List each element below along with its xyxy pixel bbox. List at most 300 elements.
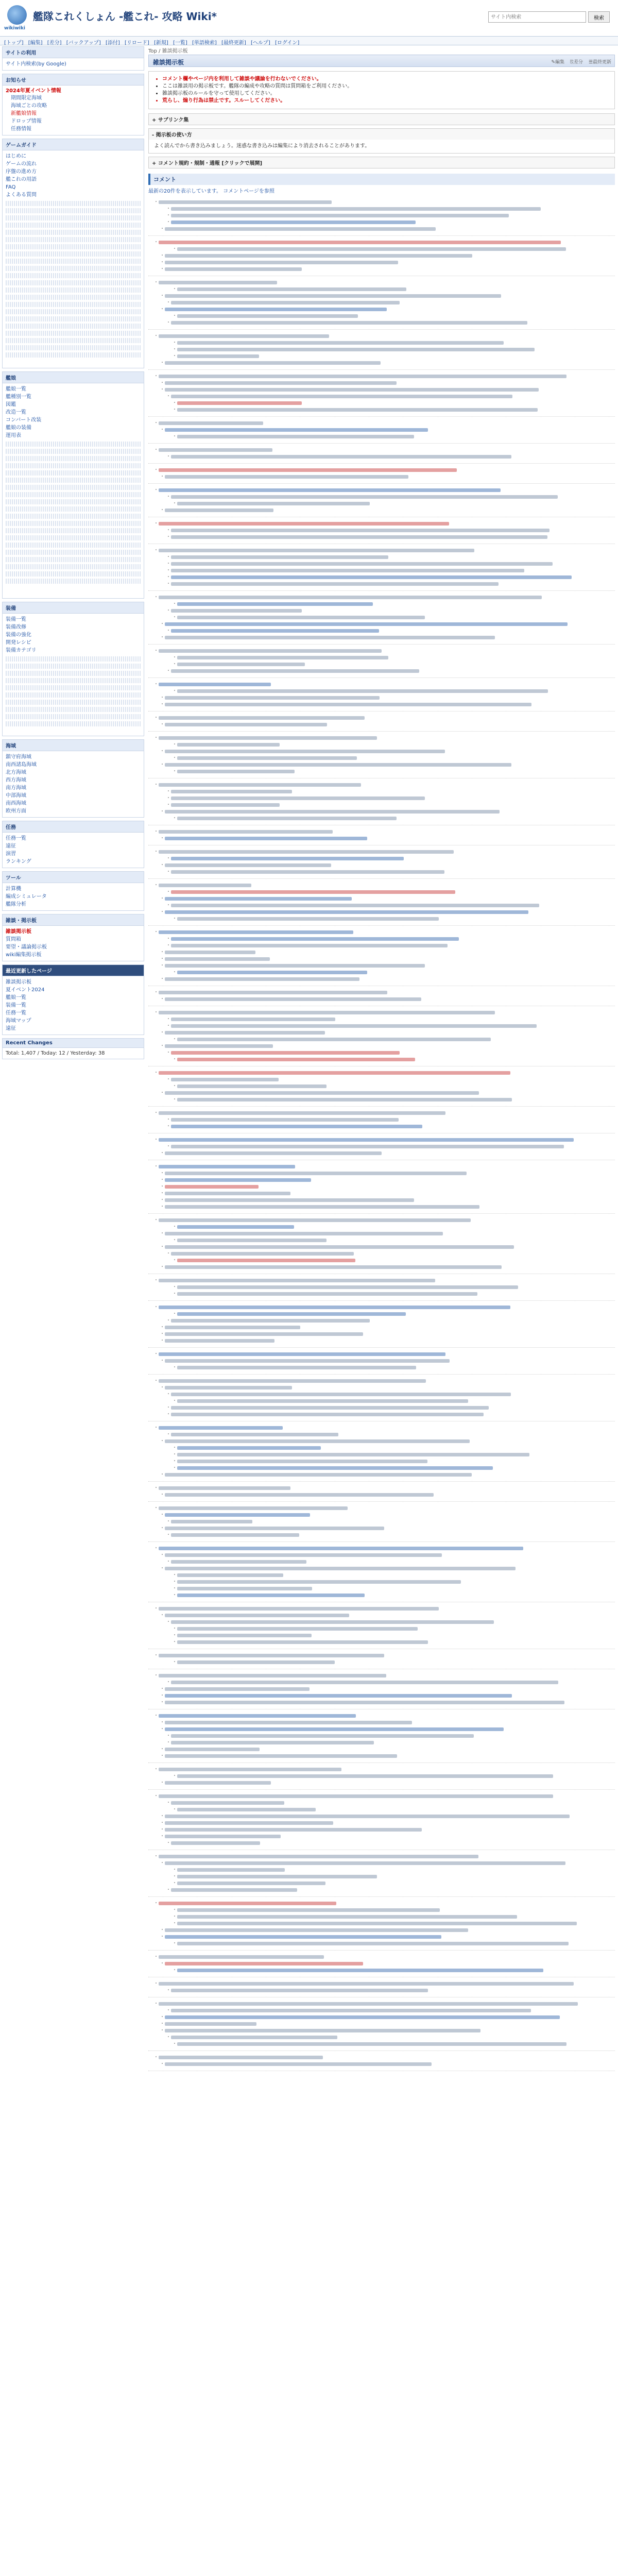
- comment-text-placeholder: [165, 1754, 397, 1758]
- sidebar-item[interactable]: 雑談掲示板: [6, 979, 31, 985]
- sidebar-item[interactable]: 南西海域: [6, 801, 26, 806]
- thread-divider: [148, 1541, 615, 1542]
- comment-text-placeholder: [159, 1607, 439, 1611]
- comment-line: [148, 467, 615, 473]
- comment-text-placeholder: [159, 1902, 336, 1905]
- sidebar-item[interactable]: 新艦娘情報: [11, 111, 37, 116]
- sidebar-item[interactable]: 開発レシピ: [6, 640, 31, 646]
- comment-text-placeholder: [171, 207, 541, 211]
- sidebar-item[interactable]: 艦種別一覧: [6, 394, 31, 400]
- comment-line: [148, 1425, 615, 1431]
- comment-thread: [148, 1954, 615, 1974]
- comment-line: [148, 1800, 615, 1806]
- comment-text-placeholder: [165, 388, 539, 392]
- comment-line: [148, 1679, 615, 1686]
- sidebar-item[interactable]: はじめに: [6, 154, 26, 159]
- comment-text-placeholder: [159, 281, 277, 284]
- sidebar-item[interactable]: 任務一覧: [6, 836, 26, 841]
- comment-text-placeholder: [171, 1319, 370, 1323]
- comment-line: [148, 1351, 615, 1358]
- comment-text-placeholder: [159, 716, 365, 720]
- sidebar-section-boards: [2, 914, 144, 961]
- comment-line: [148, 1565, 615, 1572]
- sidebar-item[interactable]: サイト内検索(by Google): [6, 61, 66, 67]
- comment-line: [148, 333, 615, 340]
- comment-text-placeholder: [171, 301, 400, 304]
- comment-text-placeholder: [165, 1928, 468, 1932]
- comment-line: [148, 1780, 615, 1786]
- comment-line: [148, 1913, 615, 1920]
- thread-divider: [148, 925, 615, 926]
- comment-line: [148, 1773, 615, 1780]
- comment-line: [148, 1766, 615, 1773]
- fold-heading[interactable]: - 掲示板の使い方: [149, 129, 614, 140]
- comment-line: [148, 768, 615, 775]
- comment-line: [148, 654, 615, 661]
- comment-line: [148, 1739, 615, 1746]
- comment-text-placeholder: [165, 227, 436, 231]
- fold-sublinks[interactable]: [148, 113, 615, 125]
- sidebar-section-maps: [2, 739, 144, 818]
- nav-top[interactable]: [トップ]: [4, 40, 24, 45]
- sidebar-item[interactable]: ゲームの流れ: [6, 161, 37, 167]
- comment-line: [148, 1304, 615, 1311]
- comment-line: [148, 1451, 615, 1458]
- comment-text-placeholder: [171, 870, 444, 874]
- diff-link[interactable]: ⎘差分: [570, 60, 583, 65]
- sidebar-section-tools: [2, 871, 144, 911]
- comment-line: [148, 1639, 615, 1646]
- comment-text-placeholder: [177, 602, 373, 606]
- fold-heading[interactable]: + サブリンク集: [149, 114, 614, 125]
- comment-line: [148, 755, 615, 761]
- sidebar-item[interactable]: 任務情報: [11, 126, 31, 132]
- thread-divider: [148, 1374, 615, 1375]
- comment-line: [148, 581, 615, 587]
- comment-thread: [148, 1217, 615, 1270]
- sidebar-item[interactable]: wiki編集掲示板: [6, 952, 42, 958]
- comment-text-placeholder: [171, 395, 512, 398]
- comment-text-placeholder: [165, 1326, 300, 1329]
- comment-line: [148, 226, 615, 232]
- comment-text-placeholder: [177, 287, 406, 291]
- comment-line: [148, 527, 615, 534]
- comment-line: [148, 688, 615, 694]
- comment-text-placeholder: [171, 1533, 299, 1537]
- sidebar-item[interactable]: 運用表: [6, 433, 21, 438]
- comment-line: [148, 1492, 615, 1498]
- comment-text-placeholder: [165, 1332, 363, 1336]
- sidebar-item[interactable]: 鎮守府海域: [6, 754, 31, 760]
- sidebar-heading: 装備: [3, 602, 144, 614]
- sidebar-heading: 艦娘: [3, 372, 144, 383]
- comment-text-placeholder: [177, 1312, 406, 1316]
- comment-line: [148, 849, 615, 855]
- comment-line: [148, 447, 615, 453]
- thread-divider: [148, 2050, 615, 2051]
- comment-text-placeholder: [177, 1225, 294, 1229]
- comment-text-placeholder: [165, 294, 501, 298]
- nav-list[interactable]: [一覧]: [173, 40, 187, 45]
- comment-text-placeholder: [159, 522, 449, 526]
- fold-rules[interactable]: [148, 157, 615, 168]
- nav-edit[interactable]: [編集]: [28, 40, 43, 45]
- comment-line: [148, 1907, 615, 1913]
- page-title: 雑談掲示板: [153, 59, 184, 66]
- comment-text-placeholder: [165, 267, 302, 271]
- comment-text-placeholder: [165, 1935, 441, 1939]
- sidebar-item[interactable]: 遠征: [6, 1026, 16, 1031]
- comment-line: [148, 1056, 615, 1063]
- recent-link[interactable]: ☰最終更新: [588, 60, 611, 65]
- comment-thread: [148, 199, 615, 232]
- comment-text-placeholder: [177, 348, 535, 351]
- comment-text-placeholder: [171, 455, 511, 459]
- comment-line: [148, 1505, 615, 1512]
- comment-line: [148, 634, 615, 641]
- comment-text-placeholder: [177, 1922, 577, 1925]
- comment-line: [148, 1900, 615, 1907]
- comment-line: [148, 1364, 615, 1371]
- comment-text-placeholder: [177, 1573, 283, 1577]
- comment-line: [148, 1190, 615, 1197]
- sidebar-item[interactable]: ランキング: [6, 859, 31, 865]
- comment-line: [148, 815, 615, 822]
- comment-text-placeholder: [165, 1339, 274, 1343]
- site-title[interactable]: 艦隊これくしょん -艦これ- 攻略 Wiki*: [33, 10, 217, 23]
- comment-text-placeholder: [159, 783, 361, 787]
- sidebar-item[interactable]: 改造一覧: [6, 410, 26, 415]
- comment-text-placeholder: [165, 2015, 560, 2019]
- nav-search[interactable]: [単語検索]: [192, 40, 217, 45]
- comment-text-placeholder: [159, 2056, 323, 2059]
- nav-login[interactable]: [ログイン]: [275, 40, 300, 45]
- sidebar-item[interactable]: 艦娘の装備: [6, 425, 31, 431]
- sidebar-item[interactable]: 南西諸島海域: [6, 762, 37, 768]
- comment-line: [148, 936, 615, 942]
- comment-text-placeholder: [165, 897, 352, 901]
- comment-line: [148, 1485, 615, 1492]
- sidebar-item[interactable]: 編成シミュレータ: [6, 894, 47, 900]
- comment-text-placeholder: [177, 1969, 543, 1972]
- comment-text-placeholder: [159, 850, 454, 854]
- nav-reload[interactable]: [リロード]: [125, 40, 149, 45]
- comment-line: [148, 1049, 615, 1056]
- comment-line: [148, 1378, 615, 1384]
- comment-text-placeholder: [165, 837, 367, 840]
- comment-text-placeholder: [165, 1185, 259, 1189]
- site-logo-icon[interactable]: [7, 5, 27, 25]
- comment-line: [148, 1927, 615, 1934]
- comment-text-placeholder: [165, 957, 270, 961]
- sidebar-item[interactable]: FAQ: [6, 184, 16, 190]
- comment-line: [148, 1324, 615, 1331]
- sidebar-notice[interactable]: 2024年夏イベント情報: [6, 88, 61, 94]
- comment-text-placeholder: [177, 656, 388, 659]
- sidebar-item[interactable]: 装備の強化: [6, 632, 31, 638]
- comment-text-placeholder: [177, 1366, 416, 1369]
- comment-pager[interactable]: 最新の20件を表示しています。 コメントページを参照: [148, 189, 274, 194]
- comment-text-placeholder: [171, 562, 553, 566]
- comment-line: [148, 795, 615, 802]
- comment-thread: [148, 681, 615, 708]
- sidebar-heading: 任務: [3, 821, 144, 833]
- comment-text-placeholder: [165, 1567, 516, 1570]
- sidebar-item[interactable]: 艦娘一覧: [6, 995, 26, 1001]
- comment-text-placeholder: [171, 221, 416, 224]
- sidebar-item[interactable]: 海域マップ: [6, 1018, 31, 1024]
- comment-text-placeholder: [159, 1714, 356, 1718]
- comment-text-placeholder: [177, 817, 397, 820]
- comment-text-placeholder: [177, 1587, 312, 1590]
- comment-text-placeholder: [171, 575, 572, 579]
- sidebar-item[interactable]: 質問箱: [6, 937, 21, 942]
- comment-text-placeholder: [165, 964, 425, 968]
- sidebar-item[interactable]: 海域ごとの攻略: [11, 103, 47, 109]
- comment-text-placeholder: [171, 1560, 306, 1564]
- nav-backup[interactable]: [バックアップ]: [66, 40, 101, 45]
- comment-text-placeholder: [171, 1018, 335, 1021]
- thread-divider: [148, 1950, 615, 1951]
- comment-line: [148, 1264, 615, 1270]
- comment-line: [148, 694, 615, 701]
- sidebar-item[interactable]: 艦これの用語: [6, 177, 37, 182]
- comment-line: [148, 1659, 615, 1666]
- comment-text-placeholder: [165, 1359, 450, 1363]
- comment-heading: コメント: [148, 174, 615, 185]
- comment-text-placeholder: [165, 696, 380, 700]
- comment-thread: [148, 1980, 615, 1994]
- nav-diff[interactable]: [差分]: [47, 40, 62, 45]
- top-navigation: [0, 36, 618, 45]
- comment-text-placeholder: [171, 535, 547, 539]
- comment-line: [148, 500, 615, 507]
- comment-text-placeholder: [165, 1386, 292, 1389]
- comment-text-placeholder: [177, 341, 504, 345]
- comment-line: [148, 761, 615, 768]
- comment-text-placeholder: [177, 971, 367, 974]
- comment-thread: [148, 929, 615, 982]
- comment-line: [148, 427, 615, 433]
- comment-text-placeholder: [171, 1125, 422, 1128]
- comment-line: [148, 554, 615, 561]
- sidebar-item[interactable]: よくある質問: [6, 192, 37, 198]
- comment-text-placeholder: [171, 1741, 374, 1744]
- sidebar-item[interactable]: 装備一覧: [6, 1003, 26, 1008]
- comment-text-placeholder: [165, 1553, 442, 1557]
- thread-divider: [148, 590, 615, 591]
- page-tools: [547, 58, 611, 65]
- sidebar-item[interactable]: コンバート改装: [6, 417, 42, 423]
- sidebar-item[interactable]: 夏イベント2024: [6, 987, 45, 993]
- comment-line: [148, 721, 615, 728]
- layout: [0, 46, 618, 2576]
- sidebar-item[interactable]: 遠征: [6, 843, 16, 849]
- comment-line: [148, 293, 615, 299]
- comment-text-placeholder: [165, 1031, 325, 1035]
- comment-text-placeholder: [159, 1426, 283, 1430]
- sidebar-section-site: [2, 46, 144, 71]
- comment-text-placeholder: [165, 1835, 281, 1838]
- sidebar-item[interactable]: 装備改修: [6, 624, 26, 630]
- sidebar-item[interactable]: 欧州方面: [6, 808, 26, 814]
- comment-line: [148, 882, 615, 889]
- site-header: [0, 0, 618, 36]
- comment-text-placeholder: [177, 247, 566, 251]
- thread-divider: [148, 1106, 615, 1107]
- breadcrumb[interactable]: Top / 雑談掲示板: [148, 48, 188, 54]
- sidebar-section-guide: [2, 139, 144, 368]
- comment-text-placeholder: [177, 1038, 491, 1041]
- comment-text-placeholder: [177, 1058, 415, 1061]
- sidebar-item[interactable]: 中部海域: [6, 793, 26, 799]
- comment-text-placeholder: [165, 1439, 470, 1443]
- comment-line: [148, 453, 615, 460]
- comment-text-placeholder: [177, 1239, 327, 1242]
- comment-text-placeholder: [171, 1681, 558, 1684]
- sidebar-item[interactable]: 演習: [6, 851, 16, 857]
- comment-text-placeholder: [165, 1232, 443, 1235]
- comment-line: [148, 1726, 615, 1733]
- sidebar-item[interactable]: 雑談掲示板: [6, 929, 31, 935]
- comment-thread: [148, 1163, 615, 1210]
- comment-line: [148, 266, 615, 273]
- comment-line: [148, 1257, 615, 1264]
- comment-line: [148, 1337, 615, 1344]
- comment-line: [148, 1692, 615, 1699]
- comment-text-placeholder: [177, 1774, 553, 1778]
- nav-recent[interactable]: [最終更新]: [221, 40, 246, 45]
- sidebar-item[interactable]: 期間限定海域: [11, 95, 42, 101]
- comment-line: [148, 1224, 615, 1230]
- comment-text-placeholder: [159, 200, 332, 204]
- comment-text-placeholder: [177, 1460, 427, 1463]
- comment-thread: [148, 2054, 615, 2067]
- comment-text-placeholder: [159, 334, 329, 338]
- comment-line: [148, 2034, 615, 2041]
- sidebar-item[interactable]: 要望・議論掲示板: [6, 944, 47, 950]
- search-input[interactable]: [488, 11, 586, 23]
- comment-line: [148, 902, 615, 909]
- comment-line: [148, 286, 615, 293]
- comment-line: [148, 607, 615, 614]
- sidebar-item[interactable]: 計算機: [6, 886, 21, 892]
- fold-usage[interactable]: [148, 128, 615, 154]
- sidebar-item[interactable]: 序盤の進め方: [6, 169, 37, 175]
- sidebar-item[interactable]: 図鑑: [6, 402, 16, 408]
- comment-line: [148, 1317, 615, 1324]
- notice-item: • ここは雑談用の掲示板です。艦隊の編成や攻略の質問は質問箱をご利用ください。: [162, 83, 608, 90]
- sidebar-item[interactable]: 艦隊分析: [6, 902, 26, 907]
- sidebar-heading: 雑談・掲示板: [3, 914, 144, 926]
- nav-help[interactable]: [ヘルプ]: [251, 40, 270, 45]
- sidebar-item[interactable]: ドロップ情報: [11, 118, 42, 124]
- thread-divider: [148, 731, 615, 732]
- nav-new[interactable]: [新規]: [154, 40, 168, 45]
- edit-link[interactable]: ✎編集: [551, 60, 564, 65]
- comment-line: [148, 969, 615, 976]
- comment-line: [148, 828, 615, 835]
- sidebar-item[interactable]: 西方海域: [6, 777, 26, 783]
- thread-divider: [148, 1213, 615, 1214]
- comment-thread: [148, 882, 615, 922]
- comment-line: [148, 1793, 615, 1800]
- comment-line: [148, 741, 615, 748]
- sidebar-item[interactable]: 装備一覧: [6, 617, 26, 622]
- comment-line: [148, 1163, 615, 1170]
- notice-item: • 荒らし、煽り行為は禁止です。スルーしてください。: [162, 97, 608, 105]
- comment-text-placeholder: [165, 2029, 480, 2032]
- search-button[interactable]: 検索: [588, 11, 610, 23]
- comment-line: [148, 916, 615, 922]
- comment-line: [148, 1009, 615, 1016]
- sidebar-heading: ゲームガイド: [3, 139, 144, 150]
- comment-line: [148, 1411, 615, 1418]
- sidebar-item[interactable]: 北方海域: [6, 770, 26, 775]
- comment-line: [148, 949, 615, 956]
- comment-thread: [148, 1009, 615, 1063]
- comment-text-placeholder: [177, 756, 357, 760]
- comment-line: [148, 259, 615, 266]
- comment-text-placeholder: [177, 1259, 355, 1262]
- comment-text-placeholder: [171, 1433, 338, 1436]
- comment-text-placeholder: [159, 1547, 523, 1550]
- sidebar-item[interactable]: 艦娘一覧: [6, 386, 26, 392]
- comment-text-placeholder: [159, 1218, 471, 1222]
- comment-text-placeholder: [159, 991, 387, 994]
- comment-text-placeholder: [165, 1687, 310, 1691]
- comment-text-placeholder: [177, 502, 370, 505]
- comment-text-placeholder: [165, 1748, 260, 1751]
- comment-line: [148, 1572, 615, 1579]
- fold-heading[interactable]: + コメント規約・規制・通報 [クリックで展開]: [149, 157, 614, 168]
- comment-thread: [148, 1793, 615, 1846]
- sidebar-item[interactable]: 装備カテゴリ: [6, 648, 37, 653]
- comment-line: [148, 239, 615, 246]
- comment-line: [148, 1746, 615, 1753]
- comment-line: [148, 601, 615, 607]
- comment-text-placeholder: [159, 1138, 574, 1142]
- comment-thread: [148, 1304, 615, 1344]
- comment-line: [148, 1083, 615, 1090]
- comment-text-placeholder: [165, 1091, 479, 1095]
- comment-line: [148, 1123, 615, 1130]
- sidebar-item[interactable]: 南方海域: [6, 785, 26, 791]
- sidebar-heading: Recent Changes: [3, 1039, 144, 1048]
- comment-line: [148, 206, 615, 212]
- comment-text-placeholder: [177, 1640, 428, 1644]
- comment-thread: [148, 594, 615, 641]
- comment-text-placeholder: [171, 1393, 511, 1396]
- comment-line: [148, 1076, 615, 1083]
- comment-thread: [148, 333, 615, 366]
- comment-line: [148, 1398, 615, 1404]
- comment-text-placeholder: [165, 1721, 412, 1724]
- comment-thread: [148, 1351, 615, 1371]
- sidebar-item[interactable]: 任務一覧: [6, 1010, 26, 1016]
- comment-line: [148, 802, 615, 808]
- nav-attach[interactable]: [添付]: [106, 40, 120, 45]
- main-content: [148, 46, 615, 2576]
- comment-line: [148, 1733, 615, 1739]
- comment-line: [148, 393, 615, 400]
- sidebar-section-quests: [2, 821, 144, 868]
- comment-text-placeholder: [159, 1306, 510, 1309]
- comment-line: [148, 862, 615, 869]
- comment-text-placeholder: [177, 1594, 365, 1597]
- comment-line: [148, 889, 615, 895]
- comment-text-placeholder: [165, 1265, 502, 1269]
